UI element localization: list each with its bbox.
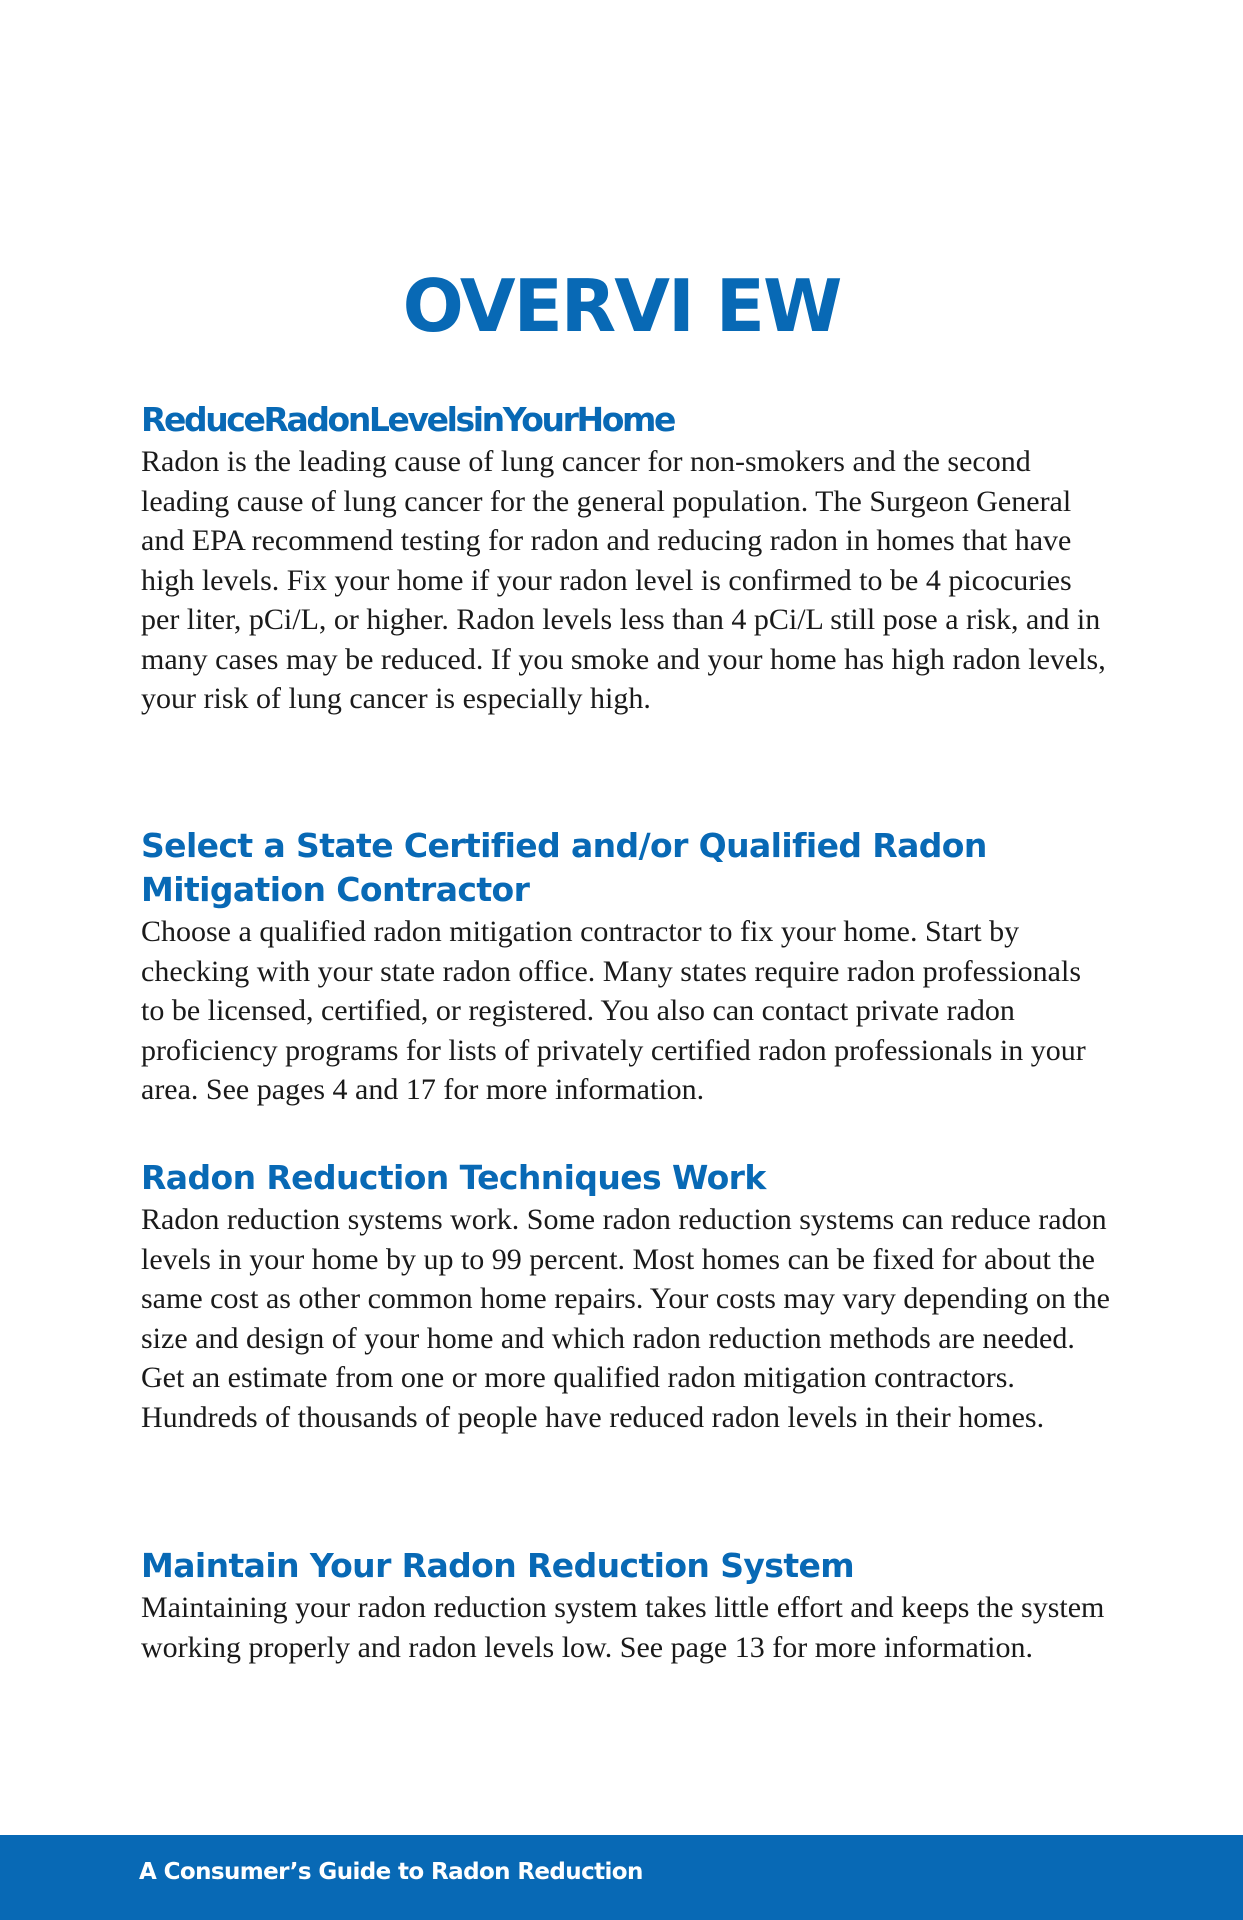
page-title: OVERVI EW [402,264,841,348]
section-body: Radon reduction systems work. Some radon reduction systems can reduce radon levels in your home by up to 99 percent. Most homes can be fixed for about the same cost as other common home repairs. Your costs may vary depending on the size and design of your home and which radon reduction methods are needed. Get an estimate from one or more qualified radon mitigation contractors. Hundreds of thousands of people have reduced radon levels in their homes. [141,1203,1110,1434]
footer-bar [0,1835,1243,1920]
section-reduction-techniques [141,1156,1111,1437]
footer-title: A Consumer’s Guide to Radon Reduction [139,1859,643,1885]
section-heading: Select a State Certified and/or Qualified Radon Mitigation Contractor [141,826,987,909]
section-body: Radon is the leading cause of lung cancer for non-smokers and the second leading cause of lung cancer for the general population. The Surgeon General and EPA recommend testing for radon and reducing radon in homes that have high levels. Fix your home if your radon level is confirmed to be 4 picocuries per liter, pCi/L, or higher. Radon levels less than 4 pCi/L still pose a risk, and in many cases may be reduced. If you smoke and your home has high radon levels, your risk of lung cancer is especially high. [141,445,1106,715]
section-body: Choose a qualified radon mitigation contractor to fix your home. Start by checking with your state radon office. Many states require radon professionals to be licensed, certified, or registered. You also can contact private radon proficiency programs for lists of privately certified radon professionals in your area. See pages 4 and 17 for more information. [141,915,1086,1106]
section-heading: ReduceRadonLevelsinYourHome [141,400,674,439]
section-maintain-system [141,1544,1111,1667]
section-reduce-radon-levels [141,398,1111,719]
section-body: Maintaining your radon reduction system takes little effort and keeps the system working properly and radon levels low. See page 13 for more information. [141,1591,1105,1664]
section-select-contractor [141,824,1111,1110]
section-heading: Radon Reduction Techniques Work [141,1158,766,1197]
section-heading: Maintain Your Radon Reduction System [141,1546,855,1585]
